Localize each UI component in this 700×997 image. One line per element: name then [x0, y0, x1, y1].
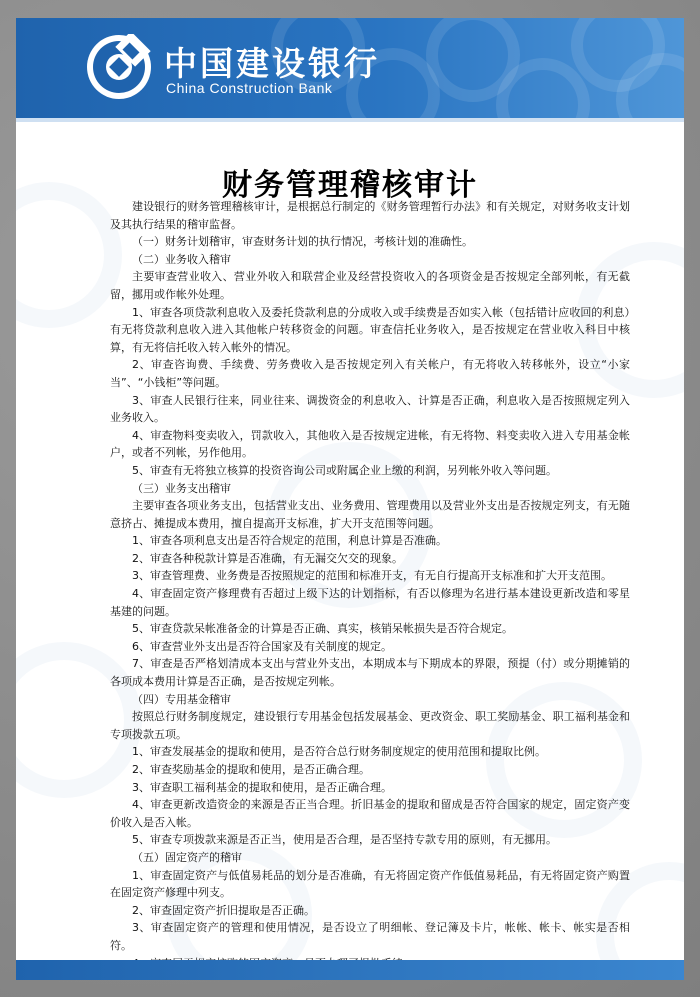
- paragraph: 1、审查各项贷款利息收入及委托贷款利息的分成收入或手续费是否如实入帐（包括错计应收回的利息）有无将贷款利息收入进入其他帐户转移资金的问题。审查信托业务收入，是否按规定在营业收入科目中核算，有无将信托收入转入帐外的情况。: [110, 305, 630, 354]
- paragraph: 按照总行财务制度规定，建设银行专用基金包括发展基金、更改资金、职工奖励基金、职工福利基金和专项拨款五项。: [110, 710, 630, 741]
- paragraph: （三）业务支出稽审: [132, 481, 231, 495]
- paragraph: 2、审查奖励基金的提取和使用，是否正确合理。: [132, 763, 370, 776]
- paragraph: 2、审查固定资产折旧提取是否正确。: [132, 903, 315, 917]
- paragraph: 4、审查物料变卖收入，罚款收入，其他收入是否按规定进帐，有无将物、料变卖收入进入专用基金帐户，或者不列帐，另作他用。: [110, 428, 630, 460]
- paragraph: 1、审查固定资产与低值易耗品的划分是否准确，有无将固定资产作低值易耗品，有无将固定资产购置在固定资产修理中列支。: [110, 868, 630, 900]
- header-banner: [16, 18, 684, 118]
- paragraph: 5、审查贷款呆帐准备金的计算是否正确、真实，核销呆帐损失是否符合规定。: [132, 622, 513, 636]
- paragraph: 5、审查专项拨款来源是否正当，使用是否合理，是否坚持专款专用的原则，有无挪用。: [132, 833, 557, 847]
- paragraph: 主要审查营业收入、营业外收入和联营企业及经营投资收入的各项资金是否按规定全部列帐，有无截留，挪用或作帐外处理。: [110, 270, 630, 301]
- poster: [16, 18, 684, 980]
- paragraph: 2、审查咨询费、手续费、劳务费收入是否按规定列入有关帐户，有无将收入转移帐外，设立“小家当”、“小钱柜”等问题。: [110, 358, 630, 389]
- paragraph: 2、审查各种税款计算是否准确，有无漏交欠交的现象。: [132, 551, 403, 565]
- paragraph: （五）固定资产的稽审: [132, 850, 242, 864]
- paragraph: 建设银行的财务管理稽核审计，是根据总行制定的《财务管理暂行办法》和有关规定，对财务收支计划及其执行结果的稽审监督。: [110, 200, 630, 231]
- paragraph: 1、审查各项利息支出是否符合规定的范围，利息计算是否准确。: [132, 534, 447, 548]
- bank-name-en: China Construction Bank: [166, 80, 333, 96]
- paragraph: 3、审查人民银行往来，同业往来、调拨资金的利息收入、计算是否正确，利息收入是否按照规定列入业务收入。: [110, 393, 630, 425]
- footer-bar: [16, 960, 684, 980]
- paragraph: 3、审查管理费、业务费是否按照规定的范围和标准开支，有无自行提高开支标准和扩大开支范围。: [132, 569, 612, 583]
- paragraph: 6、审查营业外支出是否符合国家及有关制度的规定。: [132, 639, 392, 653]
- paragraph: 1、审查发展基金的提取和使用，是否符合总行财务制度规定的使用范围和提取比例。: [132, 745, 546, 759]
- paragraph: 7、审查是否严格划清成本支出与营业外支出，本期成本与下期成本的界限，预提（付）或分期摊销的各项成本费用计算是否正确，是否按规定列帐。: [110, 657, 630, 689]
- paragraph: 主要审查各项业务支出，包括营业支出、业务费用、管理费用以及营业外支出是否按规定列支，有无随意挤占、摊提成本费用，擅自提高开支标准，扩大开支范围等问题。: [110, 499, 630, 530]
- paragraph: （二）业务收入稽审: [132, 252, 231, 266]
- page-title: 财务管理稽核审计: [222, 168, 478, 203]
- paragraph: 3、审查职工福利基金的提取和使用，是否正确合理。: [132, 780, 392, 794]
- paragraph: 4、审查更新改造资金的来源是否正当合理。折旧基金的提取和留成是否符合国家的规定，固定资产变价收入是否入帐。: [110, 798, 630, 829]
- document-body: [110, 198, 630, 972]
- ccb-logo-icon: [86, 34, 152, 100]
- paragraph: （四）专用基金稽审: [132, 692, 231, 706]
- bank-name-cn: 中国建设银行: [164, 44, 380, 83]
- paragraph: 4、审查固定资产修理费有否超过上级下达的计划指标，有否以修理为名进行基本建设更新改造和零星基建的问题。: [110, 587, 630, 618]
- paragraph: 3、审查固定资产的管理和使用情况，是否设立了明细帐、登记簿及卡片，帐帐、帐卡、帐实是否相符。: [110, 921, 630, 952]
- paragraph: 5、审查有无将独立核算的投资咨询公司或附属企业上缴的利润，另列帐外收入等问题。: [132, 463, 557, 477]
- paragraph: （一）财务计划稽审，审查财务计划的执行情况，考核计划的准确性。: [132, 235, 473, 249]
